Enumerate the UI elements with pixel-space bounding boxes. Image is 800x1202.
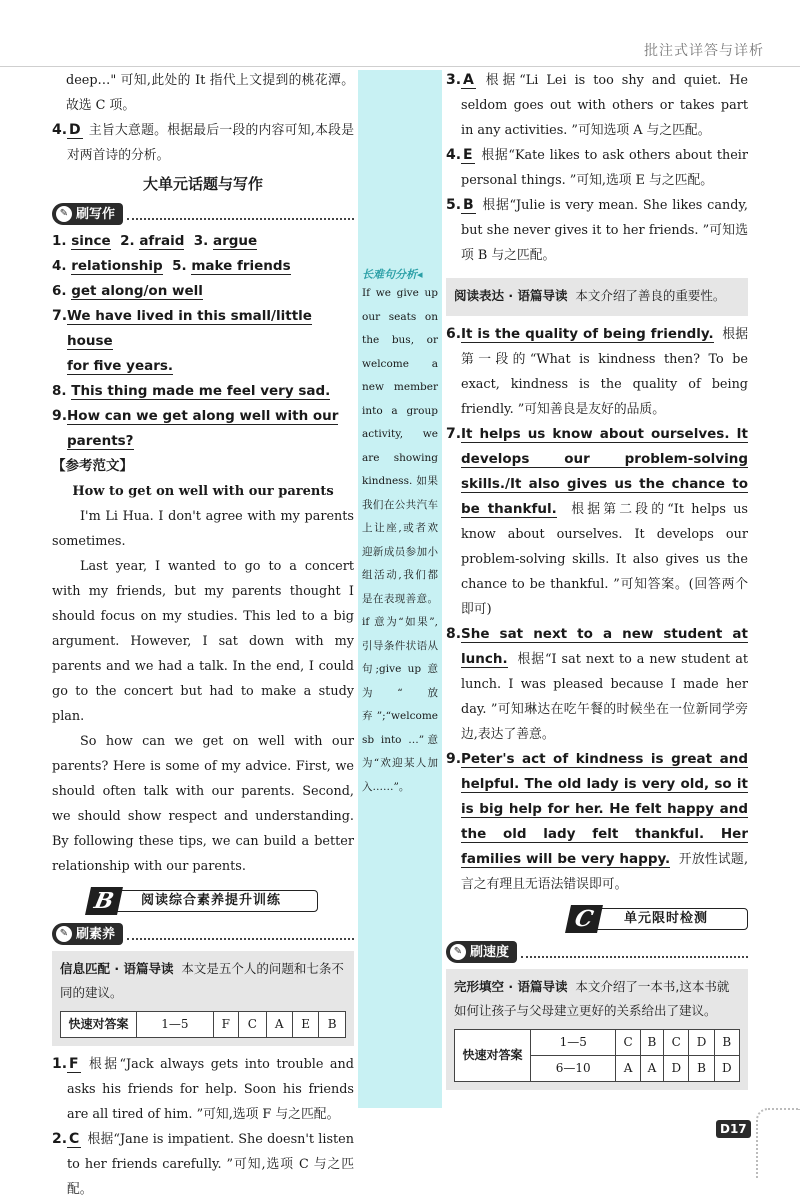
answer-row xyxy=(52,304,354,379)
answer-sentence: She sat next to a new student at lunch. xyxy=(461,626,748,667)
answer-text: relationship xyxy=(71,258,163,274)
question-item xyxy=(52,1052,354,1127)
question-number: 4. xyxy=(446,147,462,163)
dotted-rule xyxy=(521,946,748,958)
answer-row xyxy=(52,379,354,404)
answer-row xyxy=(52,279,354,304)
info-label: 阅读表达 · 语篇导读 xyxy=(454,288,568,303)
answer-text: This thing made me feel very sad. xyxy=(71,383,331,399)
question-item xyxy=(52,118,354,168)
table-cell: E xyxy=(292,1012,318,1038)
quality-badge xyxy=(52,923,354,945)
banner-letter: B xyxy=(85,887,123,915)
question-item xyxy=(446,747,748,897)
table-cell: C xyxy=(238,1012,266,1038)
item-number: 1. xyxy=(52,233,67,249)
banner-label: 阅读综合素养提升训练 xyxy=(104,890,318,912)
table-cell: D xyxy=(714,1056,739,1082)
answer-explanation: 根据“Jane is impatient. She doesn't listen to her friends carefully. ”可知,选项 C 与之匹配。 xyxy=(67,1132,354,1197)
answer-explanation: 开放性试题,言之有理且无语法错误即可。 xyxy=(461,852,749,892)
item-number: 9. xyxy=(52,408,68,424)
banner-label: 单元限时检测 xyxy=(584,908,748,930)
answer-row xyxy=(52,229,354,254)
answer-letter: C xyxy=(69,1131,80,1147)
answer-text: parents? xyxy=(67,433,134,449)
item-number: 2. xyxy=(120,233,135,249)
table-cell: F xyxy=(213,1012,238,1038)
pencil-icon: ✎ xyxy=(56,206,72,222)
question-number: 2. xyxy=(52,1131,68,1147)
essay-paragraph: I'm Li Hua. I don't agree with my parents sometimes. xyxy=(52,509,354,549)
answer-explanation: 根据第二段的“It helps us know about ourselves. It develops our problem-solving skills. It also gives us the chance to be thankful. ”可知答案。(回答两个即可) xyxy=(461,502,749,617)
writing-badge xyxy=(52,203,354,225)
answer-explanation: 主旨大意题。根据最后一段的内容可知,本段是对两首诗的分析。 xyxy=(67,123,354,163)
essay-title: How to get on well with our parents xyxy=(72,484,334,499)
table-cell: D xyxy=(689,1030,714,1056)
left-column xyxy=(52,68,354,1202)
info-label: 信息匹配 · 语篇导读 xyxy=(60,961,174,976)
table-cell: B xyxy=(714,1030,739,1056)
question-number: 4. xyxy=(52,122,68,138)
info-label: 完形填空 · 语篇导读 xyxy=(454,979,568,994)
answer-explanation: 根据“Jack always gets into trouble and asks his friends for help. Soon his friends are all tired of him. ”可知,选项 F 与之匹配。 xyxy=(67,1057,354,1122)
answer-letter: A xyxy=(463,72,474,88)
badge-label: 刷写作 xyxy=(76,206,116,222)
dotted-rule xyxy=(127,208,354,220)
difficult-sentence-sidebar xyxy=(358,70,442,1108)
table-cell: A xyxy=(616,1056,640,1082)
item-number: 5. xyxy=(172,258,187,274)
table-row xyxy=(61,1012,346,1038)
table-cell: B xyxy=(640,1030,663,1056)
info-text: 本文介绍了一本书,这本书就如何让孩子与父母建立更好的关系给出了建议。 xyxy=(454,979,730,1018)
question-number: 1. xyxy=(52,1056,68,1072)
question-item xyxy=(446,422,748,622)
question-item xyxy=(446,622,748,747)
sidebar-heading: 长难句分析◂ xyxy=(362,268,423,281)
answer-explanation: 根据“Julie is very mean. She likes candy, but she never gives it to her friends. ”可知选项 B 与之匹配。 xyxy=(461,198,748,263)
answer-explanation: 根据“I sat next to a new student at lunch. I was pleased because I made her day. ”可知琳达在吃午餐的时候坐在一位新同学旁边,表达了善意。 xyxy=(461,652,748,742)
question-item xyxy=(446,322,748,422)
speed-badge xyxy=(446,941,748,963)
answer-text: How can we get along well with our xyxy=(67,408,339,424)
table-row xyxy=(455,1030,740,1056)
table-head: 快速对答案 xyxy=(455,1030,531,1082)
right-column xyxy=(446,68,748,1096)
section-banner xyxy=(568,905,748,933)
essay-paragraph: So how can we get on well with our parents? Here is some of my advice. First, we should often talk with our parents. Second, we should show respect and understanding. By following these tips, we can build a better relationship with our parents. xyxy=(52,734,354,874)
table-cell: 6—10 xyxy=(531,1056,616,1082)
answer-explanation: 根据“Kate likes to ask others about their personal things. ”可知,选项 E 与之匹配。 xyxy=(461,148,748,188)
answer-letter: E xyxy=(463,147,473,163)
answer-table xyxy=(60,1011,346,1038)
answer-text: since xyxy=(71,233,111,249)
badge-label: 刷速度 xyxy=(470,944,510,960)
pencil-icon: ✎ xyxy=(450,944,466,960)
answer-row xyxy=(52,404,354,454)
answer-letter: D xyxy=(69,122,81,138)
reference-title: 【参考范文】 xyxy=(52,458,133,474)
question-item xyxy=(446,143,748,193)
table-head: 快速对答案 xyxy=(61,1012,137,1038)
item-number: 7. xyxy=(52,308,68,324)
answer-explanation: 根据第一段的“What is kindness then? To be exact, kindness is the quality of being friendly. ”可知善良是友好的品质。 xyxy=(461,327,749,417)
dotted-rule xyxy=(127,928,354,940)
question-item xyxy=(446,193,748,268)
answer-letter: F xyxy=(69,1056,79,1072)
writing-answers xyxy=(52,229,354,454)
question-number: 9. xyxy=(446,751,462,767)
answer-sentence: It helps us know about ourselves. It develops our problem-solving skills./It also gives us the chance to be thankful. xyxy=(461,426,748,517)
table-cell: A xyxy=(266,1012,292,1038)
answer-letter: B xyxy=(463,197,474,213)
item-number: 6. xyxy=(52,283,67,299)
question-item xyxy=(446,68,748,143)
answer-explanation: 根据“Li Lei is too shy and quiet. He seldom goes out with others or takes part in any activities. ”可知选项 A 与之匹配。 xyxy=(461,73,748,138)
table-cell: D xyxy=(664,1056,689,1082)
question-number: 5. xyxy=(446,197,462,213)
answer-text: make friends xyxy=(191,258,291,274)
answer-sentence: Peter's act of kindness is great and helpful. The old lady is very old, so it is big help for her. He felt happy and the old lady felt thankful. Her families will be very happy. xyxy=(461,751,748,867)
answer-text: for five years. xyxy=(67,358,174,374)
question-number: 3. xyxy=(446,72,462,88)
info-text: 本文介绍了善良的重要性。 xyxy=(575,288,726,303)
question-number: 6. xyxy=(446,326,462,342)
info-box xyxy=(52,951,354,1046)
answer-text: argue xyxy=(213,233,258,249)
item-number: 3. xyxy=(193,233,209,249)
banner-letter: C xyxy=(565,905,603,933)
table-cell: 1—5 xyxy=(137,1012,214,1038)
table-cell: B xyxy=(689,1056,714,1082)
item-number: 4. xyxy=(52,258,67,274)
answer-text: We have lived in this small/little house xyxy=(67,308,312,349)
table-cell: 1—5 xyxy=(531,1030,616,1056)
table-cell: C xyxy=(664,1030,689,1056)
question-item xyxy=(52,1127,354,1202)
reading-info-box xyxy=(446,278,748,316)
header-title: 批注式详答与详析 xyxy=(644,43,764,59)
answer-text: afraid xyxy=(139,233,185,249)
answer-table xyxy=(454,1029,740,1082)
page-corner-decoration xyxy=(756,1108,800,1178)
essay-paragraph: Last year, I wanted to go to a concert with my friends, but my parents thought I should focus on my studies. This led to a big argument. However, I sat down with my parents and we had a talk. In the end, I could go to the concert but had to make a study plan. xyxy=(52,559,354,724)
table-cell: C xyxy=(616,1030,640,1056)
header-divider xyxy=(0,66,800,67)
item-number: 8. xyxy=(52,383,67,399)
question-number: 8. xyxy=(446,626,462,642)
section-banner xyxy=(88,887,318,915)
table-cell: B xyxy=(319,1012,346,1038)
answer-row xyxy=(52,254,354,279)
info-text: 本文是五个人的问题和七条不同的建议。 xyxy=(60,961,344,1000)
pencil-icon: ✎ xyxy=(56,926,72,942)
answer-text: get along/on well xyxy=(71,283,203,299)
page-number: D17 xyxy=(716,1120,751,1138)
badge-label: 刷素养 xyxy=(76,926,116,942)
continued-text: deep…" 可知,此处的 It 指代上文提到的桃花潭。故选 C 项。 xyxy=(66,73,354,113)
question-number: 7. xyxy=(446,426,462,442)
sidebar-text: If we give up our seats on the bus, or welcome a new member into a group activity, we are showing kindness. 如果我们在公共汽车上让座,或者欢迎新成员参加小组活动,我们都是在表现善意。if 意为“如果”,引导条件状语从句;give up 意为“放弃”;“welcome sb into …”意为“欢迎某人加入……”。 xyxy=(362,287,438,793)
section-title: 大单元话题与写作 xyxy=(142,175,263,193)
cloze-info-box xyxy=(446,969,748,1090)
table-cell: A xyxy=(640,1056,663,1082)
answer-sentence: It is the quality of being friendly. xyxy=(461,326,714,342)
